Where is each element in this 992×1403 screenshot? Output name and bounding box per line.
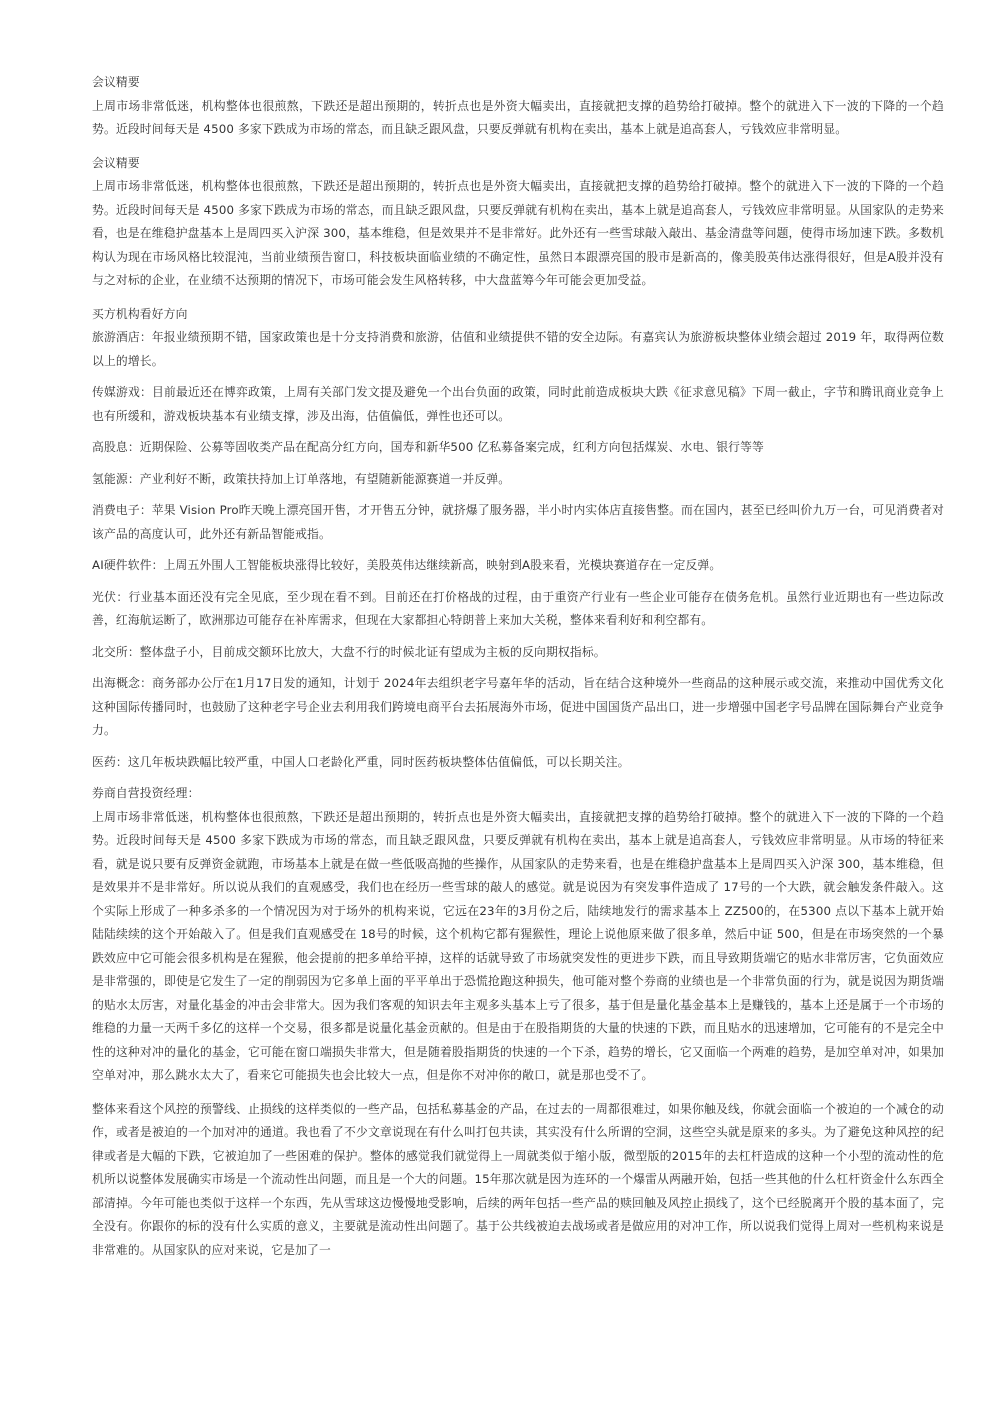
buyside-item-tourism: 旅游酒店：年报业绩预期不错，国家政策也是十分支持消费和旅游，估值和业绩提供不错的安全边际。有嘉宾认为旅游板块整体业绩会超过 2019 年，取得两位数以上的增长。 xyxy=(92,330,944,368)
buyside-item-consumer-electronics: 消费电子：苹果 Vision Pro昨天晚上漂亮国开售，才开售五分钟，就挤爆了服务器，半小时内实体店直接售整。而在国内，甚至已经叫价九万一台，可见消费者对该产品的高度认可，此外还有新品智能戒指。 xyxy=(92,503,944,541)
section-heading-summary-2: 会议精要 xyxy=(92,155,140,170)
document-page xyxy=(92,71,944,1272)
broker-paragraph-2: 整体来看这个风控的预警线、止损线的这样类似的一些产品，包括私募基金的产品，在过去的一周都很难过，如果你触及线，你就会面临一个被迫的一个减仓的动作，或者是被迫的一个加对冲的通道。我也看了不少文章说现在有什么叫打包共读，其实没有什么所谓的空洞，这些空头就是原来的多头。为了避免这种风控的纪律或者是大幅的下跌，它被迫加了一些困难的保护。整体的感觉我们就觉得上一周就类似于缩小版，微型版的2015年的去杠杆造成的这种一个小型的流动性的危机所以说整体发展确实市场是一个流动性出问题，而且是一个大的问题。15年那次就是因为连环的一个爆雷从两融开始，包括一些其他的什么杠杆资金什么东西全部清掉。今年可能也类似于这样一个东西，先从雪球这边慢慢地受影响，后续的两年包括一些产品的赎回触及风控止损线了，这个已经脱离开个股的基本面了，完全没有。你跟你的标的没有什么实质的意义，主要就是流动性出问题了。基于公共线被迫去战场或者是做应用的对冲工作，所以说我们觉得上周对一些机构来说是非常难的。从国家队的应对来说，它是加了一 xyxy=(92,1101,944,1257)
buyside-item-bse: 北交所：整体盘子小，目前成交额环比放大，大盘不行的时候北证有望成为主板的反向期权指标。 xyxy=(92,644,606,659)
section-heading-buyside: 买方机构看好方向 xyxy=(92,306,188,321)
buyside-item-pharma: 医药：这几年板块跌幅比较严重，中国人口老龄化严重，同时医药板块整体估值偏低，可以长期关注。 xyxy=(92,754,630,769)
buyside-item-hydrogen: 氢能源：产业利好不断，政策扶持加上订单落地，有望随新能源赛道一并反弹。 xyxy=(92,471,511,486)
summary-paragraph-2: 上周市场非常低迷，机构整体也很煎熬，下跌还是超出预期的，转折点也是外资大幅卖出，直接就把支撑的趋势给打破掉。整个的就进入下一波的下降的一个趋势。近段时间每天是 4500 多家下跌成为市场的常态，而且缺乏跟风盘，只要反弹就有机构在卖出，基本上就是追高套人，亏钱效应非常明显。从国家队的走势来看，也是在维稳护盘基本上是周四买入沪深 300，基本维稳，但是效果并不是非常好。此外还有一些雪球敲入敲出、基金清盘等问题，使得市场加速下跌。多数机构认为现在市场风格比较混沌，当前业绩预告窗口，科技板块面临业绩的不确定性，虽然日本跟漂亮国的股市是新高的，像美股英伟达涨得很好，但是A股并没有与之对标的企业，在业绩不达预期的情况下，市场可能会发生风格转移，中大盘蓝筹今年可能会更加受益。 xyxy=(92,179,944,287)
broker-paragraph-1: 上周市场非常低迷，机构整体也很煎熬，下跌还是超出预期的，转折点也是外资大幅卖出，直接就把支撑的趋势给打破掉。整个的就进入下一波的下降的一个趋势。近段时间每天是 4500 多家下跌成为市场的常态，而且缺乏跟风盘，只要反弹就有机构在卖出，基本上就是追高套人，亏钱效应非常明显。从市场的特征来看，就是说只要有反弹资金就跑，市场基本上就是在做一些低吸高抛的些操作，从国家队的走势来看，也是在维稳护盘基本上是周四买入沪深 300，基本维稳，但是效果并不是非常好。所以说从我们的直观感受，我们也在经历一些雪球的敲人的感觉。就是说因为有突发事件造成了 17号的一个大跌，就会触发条件敲入。这个实际上形成了一种多杀多的一个情况因为对于场外的机构来说，它远在23年的3月份之后，陆续地发行的需求基本上 ZZ500的，在5300 点以下基本上就开始陆陆续续的这个开始敲入了。但是我们直观感受在 18号的时候，这个机构它都有猩猴性，理论上说他原来做了很多单，然后中证 500，但是在市场突然的一个暴跌效应中它可能会很多机构是在猩猴，他会提前的把多单给平掉，这样的话就导致了市场就突发性的更进步下跌，而且导致期货端它的贴水非常厉害，它负面效应是非常强的，即使是它发生了一定的削弱因为它多单上面的平平单出于恐慌抢跑这种损失，他可能对整个券商的业绩也是一个非常负面的行为，就是说因为期货端的贴水太厉害，对量化基金的冲击会非常大。因为我们客观的知识去年主观多头基本上亏了很多，基于但是量化基金基本上是赚钱的，基本上还是属于一个市场的维稳的力量一天两千多亿的这样一个交易，很多都是说量化基金贡献的。但是由于在股指期货的大量的快速的下跌，而且贴水的迅速增加，它可能有的不是完全中性的这种对冲的量化的基金，它可能在窗口端损失非常大，但是随着股指期货的快速的一个下杀，趋势的增长，它又面临一个两难的趋势，是加空单对冲，如果加空单对冲，那么跳水太大了，看来它可能损失也会比较大一点，但是你不对冲你的敞口，就是那也受不了。 xyxy=(92,809,944,1082)
buyside-item-ai-hardware: AI硬件软件：上周五外围人工智能板块涨得比较好，美股英伟达继续新高，映射到A股来看，光模块赛道存在一定反弹。 xyxy=(92,558,722,572)
buyside-item-overseas: 出海概念：商务部办公厅在1月17日发的通知，计划于 2024年去组织老字号嘉年华的活动，旨在结合这种境外一些商品的这种展示或交流，来推动中国优秀文化这种国际传播同时，也鼓励了这种老字号企业去利用我们跨境电商平台去拓展海外市场，促进中国国货产品出口，进一步增强中国老字号品牌在国际舞台产业竞争力。 xyxy=(92,676,944,737)
buyside-item-media-gaming: 传媒游戏：目前最近还在博弈政策，上周有关部门发文提及避免一个出台负面的政策，同时此前造成板块大跌《征求意见稿》下周一截止，字节和腾讯商业竞争上也有所缓和，游戏板块基本有业绩支撑，涉及出海，估值偏低，弹性也还可以。 xyxy=(92,385,944,423)
buyside-item-high-dividend: 高股息：近期保险、公募等固收类产品在配高分红方向，国寿和新华500 亿私募备案完成，红利方向包括煤炭、水电、银行等等 xyxy=(92,440,765,454)
summary-paragraph-1: 上周市场非常低迷，机构整体也很煎熬，下跌还是超出预期的，转折点也是外资大幅卖出，直接就把支撑的趋势给打破掉。整个的就进入下一波的下降的一个趋势。近段时间每天是 4500 多家下跌成为市场的常态，而且缺乏跟风盘，只要反弹就有机构在卖出，基本上就是追高套人，亏钱效应非常明显。 xyxy=(92,98,944,136)
section-heading-broker: 券商自营投资经理： xyxy=(92,786,200,800)
buyside-item-photovoltaic: 光伏：行业基本面还没有完全见底，至少现在看不到。目前还在打价格战的过程，由于重资产行业有一些企业可能存在债务危机。虽然行业近期也有一些边际改善，红海航运断了，欧洲那边可能存在补库需求，但现在大家都担心特朗普上来加大关税，整体来看利好和利空都有。 xyxy=(92,589,944,627)
section-heading-summary-1: 会议精要 xyxy=(92,75,140,89)
